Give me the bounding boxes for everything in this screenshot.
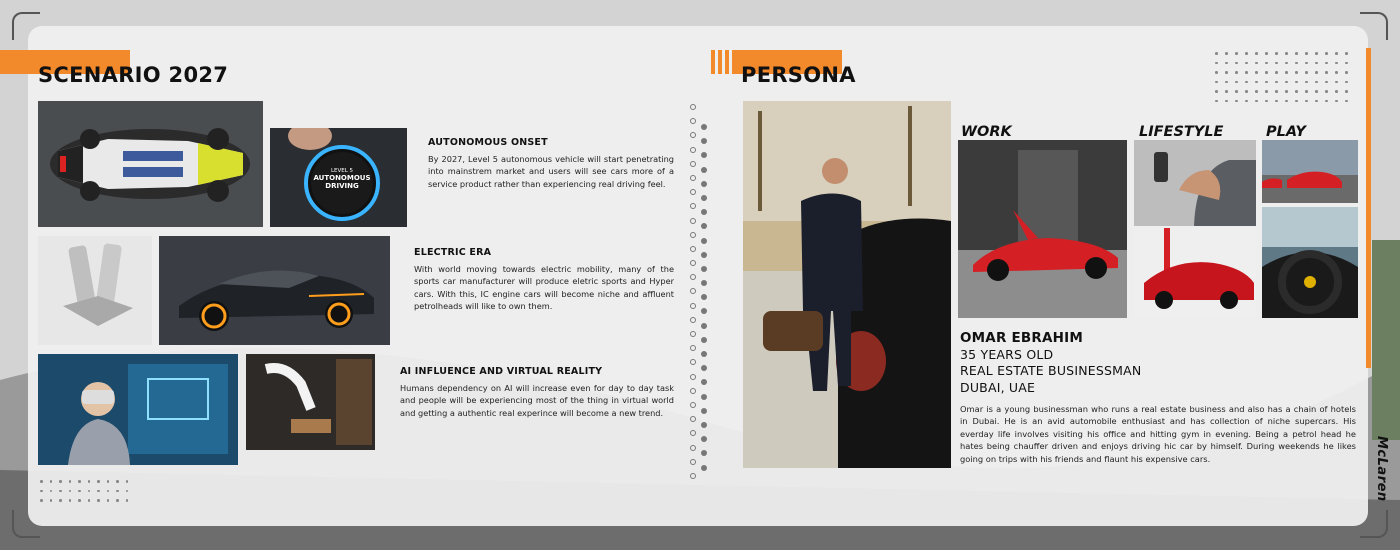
persona-title: PERSONA xyxy=(741,63,856,87)
persona-name: OMAR EBRAHIM xyxy=(960,330,1083,346)
label-lifestyle: LIFESTYLE xyxy=(1139,124,1224,140)
mclaren-logo: McLaren xyxy=(1374,436,1389,502)
decorative-dot-grid-right xyxy=(1215,52,1348,102)
button-line-autonomous: AUTONOMOUS xyxy=(313,174,371,182)
autonomous-car-image xyxy=(38,101,263,227)
section-heading-autonomous: AUTONOMOUS ONSET xyxy=(428,137,548,148)
section-body-autonomous: By 2027, Level 5 autonomous vehicle will start penetrating into mainstrem market and users will see cars more of a service product rather than experiencing real driving feel. xyxy=(428,154,674,189)
button-line-level: LEVEL 5 xyxy=(330,168,354,174)
center-dot-divider xyxy=(690,104,696,487)
section-heading-electric: ELECTRIC ERA xyxy=(414,247,492,258)
persona-bio: Omar is a young businessman who runs a real estate business and also has a chain of hotels in Dubai. He is an avid automobile enthusiast and has collection of niche supercars. His everday life involves visiting his office and hitting gym in evening. Being a petrol head he hates being chauffer driven and enjoys driving hic car by himself. During weekends he likes going on trips with his friends and flaunt his expensive cars. xyxy=(960,404,1356,464)
label-work: WORK xyxy=(961,124,1012,140)
title-accent-stripes-right xyxy=(711,50,736,74)
play-roadtrip-image xyxy=(1262,140,1358,203)
robot-kitchen-image xyxy=(246,354,375,450)
section-heading-ai: AI INFLUENCE AND VIRTUAL REALITY xyxy=(400,366,603,377)
section-body-electric: With world moving towards electric mobility, many of the sports car manufacturer will produce eletric sports and Hyper cars. With this, IC engine cars will become niche and affluent petrolheads will like to own them. xyxy=(414,264,674,311)
lifestyle-garage-image xyxy=(1134,228,1256,318)
right-accent-bar xyxy=(1366,48,1371,368)
persona-location: DUBAI, UAE xyxy=(960,380,1036,395)
button-line-driving: DRIVING xyxy=(325,182,359,190)
lifestyle-gym-image xyxy=(1134,140,1256,226)
section-body-ai: Humans dependency on AI will increase even for day to day task and people will be experiencing most of the thing in virtual world and getting a authentic real experince will become a new trend. xyxy=(400,383,674,418)
persona-photo xyxy=(743,101,951,468)
work-hotel-image xyxy=(958,140,1127,318)
pedals-image xyxy=(38,236,152,345)
persona-age: 35 YEARS OLD xyxy=(960,347,1054,362)
play-cockpit-image xyxy=(1262,207,1358,318)
label-play: PLAY xyxy=(1266,124,1306,140)
scenario-title: SCENARIO 2027 xyxy=(38,63,229,87)
decorative-dot-grid-left xyxy=(40,480,128,502)
virtual-reality-image xyxy=(38,354,238,465)
center-dot-divider-filled xyxy=(701,124,707,479)
autonomous-button-image xyxy=(270,128,407,227)
persona-job: REAL ESTATE BUSINESSMAN xyxy=(960,363,1142,378)
electric-hypercar-image xyxy=(159,236,390,345)
